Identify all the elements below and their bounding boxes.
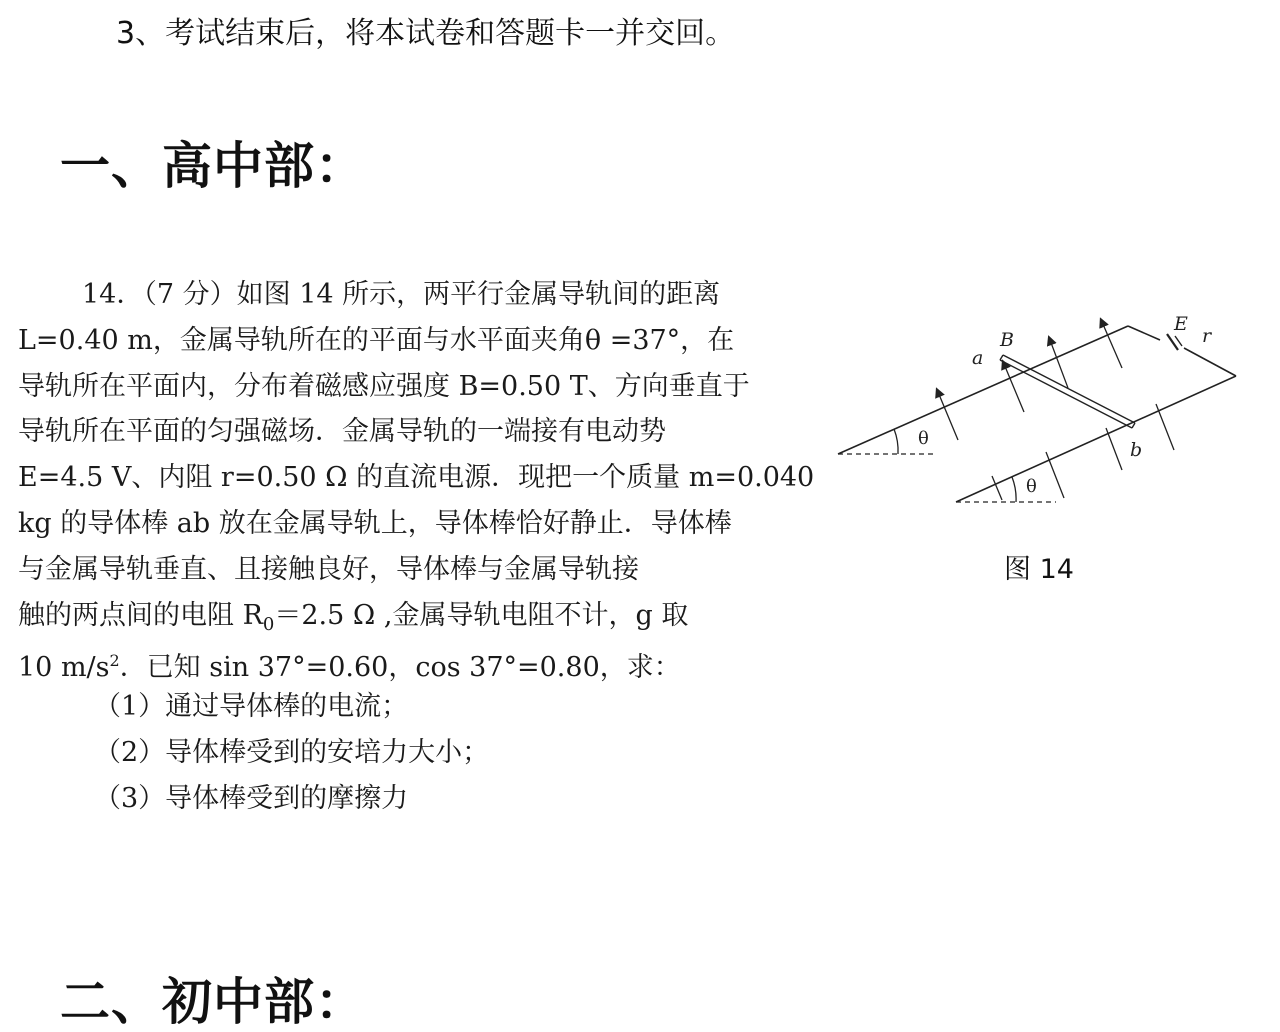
section-heading-senior: 一、高中部：	[60, 137, 366, 195]
lower-rail	[956, 376, 1236, 502]
problem-text: ＝2.5 Ω ,金属导轨电阻不计，g 取	[274, 599, 689, 631]
label-theta-upper: θ	[918, 428, 929, 449]
question-2: （2）导体棒受到的安培力大小；	[94, 736, 490, 768]
problem-line: 导轨所在平面内，分布着磁感应强度 B=0.50 T、方向垂直于	[18, 370, 750, 402]
label-b: b	[1130, 439, 1143, 461]
problem-line: 14．（7 分）如图 14 所示，两平行金属导轨间的距离	[82, 279, 721, 310]
question-1: （1）通过导体棒的电流；	[94, 691, 409, 723]
problem-line	[18, 593, 818, 639]
section-heading-junior: 二、初中部：	[60, 973, 366, 1031]
problem-text: 触的两点间的电阻 R	[18, 599, 263, 631]
label-theta-lower: θ	[1026, 476, 1037, 497]
problem-line: L=0.40 m，金属导轨所在的平面与水平面夹角θ =37°，在	[18, 324, 735, 356]
battery-long-plate	[1167, 334, 1178, 350]
superscript: 2	[109, 651, 120, 671]
problem-line: 与金属导轨垂直、且接触良好，导体棒与金属导轨接	[18, 553, 639, 585]
upper-rail	[838, 326, 1128, 454]
problem-text: 10 m/s	[18, 652, 110, 684]
label-B: B	[1000, 329, 1014, 351]
problem-text: ．已知 sin 37°=0.60，cos 37°=0.80，求：	[119, 652, 681, 684]
question-3: （3）导体棒受到的摩擦力	[94, 782, 409, 814]
problem-line: kg 的导体棒 ab 放在金属导轨上，导体棒恰好静止．导体棒	[18, 507, 732, 539]
problem-14	[18, 272, 818, 822]
problem-line: 导轨所在平面的匀强磁场．金属导轨的一端接有电动势	[18, 416, 666, 448]
label-r: r	[1202, 325, 1212, 347]
battery-short-plate	[1175, 336, 1182, 346]
figure-caption: 图 14	[1004, 554, 1074, 585]
subscript: 0	[262, 613, 275, 635]
exam-instruction-note: 3、考试结束后，将本试卷和答题卡一并交回。	[116, 16, 736, 51]
problem-line: E=4.5 V、内阻 r=0.50 Ω 的直流电源．现把一个质量 m=0.040	[18, 462, 815, 494]
label-E: E	[1174, 313, 1188, 335]
problem-line	[18, 638, 818, 684]
label-a: a	[972, 347, 984, 369]
